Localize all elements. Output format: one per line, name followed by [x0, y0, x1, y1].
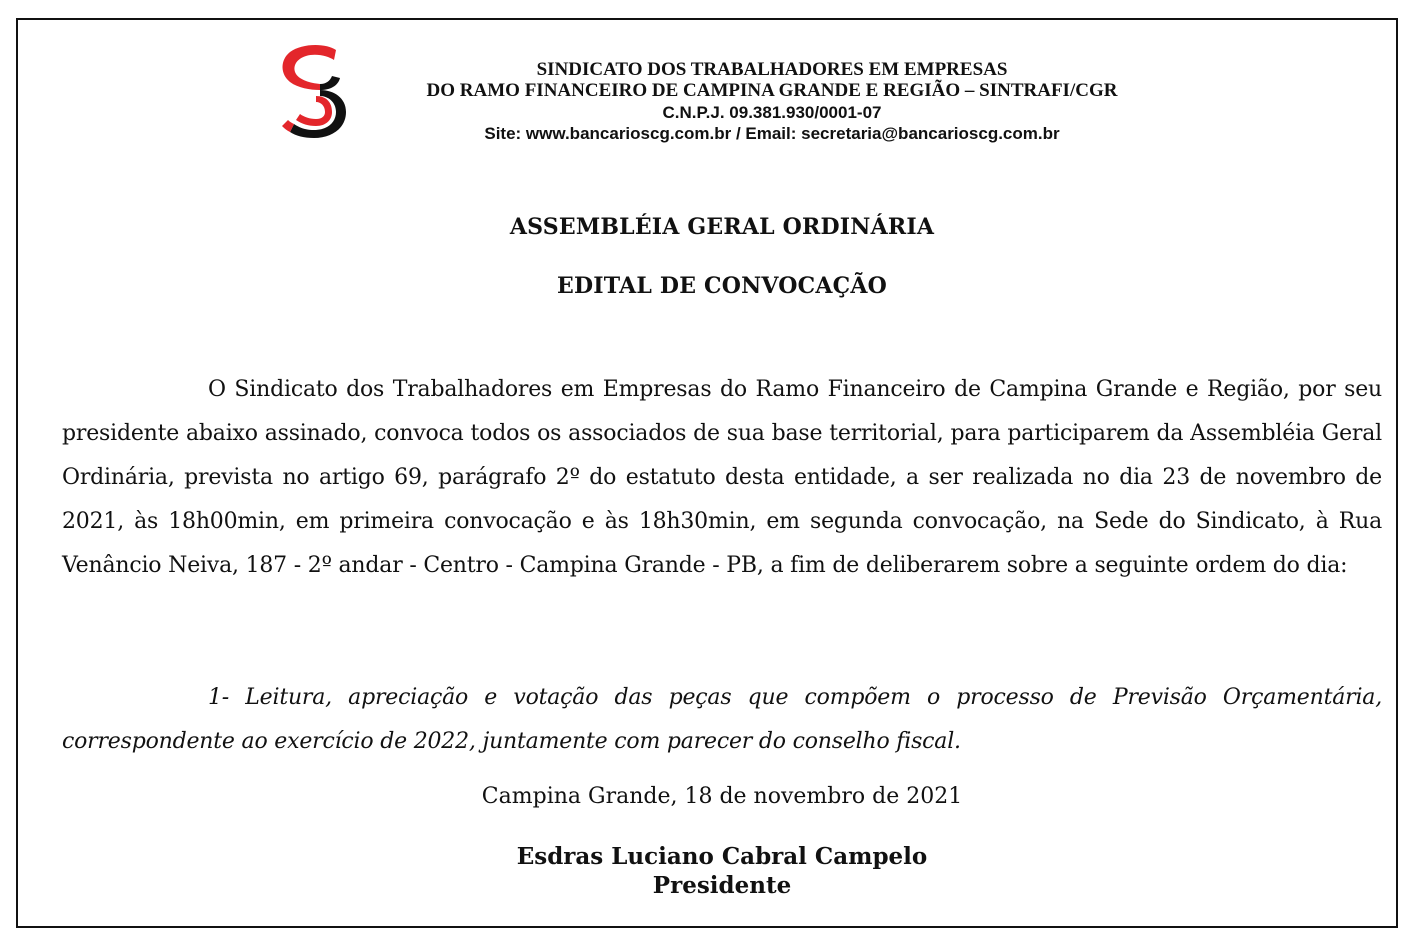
signatory-name: Esdras Luciano Cabral Campelo [516, 843, 928, 870]
convocation-paragraph: O Sindicato dos Trabalhadores em Empresas do Ramo Financeiro de Campina Grande e Região, por seu presidente abaixo assinado, convoca todos os associados de sua base territorial, para participarem da Assembléia Geral Ordinária, prevista no artigo 69, parágrafo 2º do estatuto desta entidade, a ser realizada no dia 23 de novembro de 2021, às 18h00min, em primeira convocação e às 18h30min, em segunda convocação, na Sede do Sindicato, à Rua Venâncio Neiva, 187 - 2º andar - Centro - Campina Grande - PB, a fim de deliberarem sobre a seguinte ordem do dia: [62, 377, 1382, 578]
org-name-line-2: DO RAMO FINANCEIRO DE CAMPINA GRANDE E REGIÃO – SINTRAFI/CGR [426, 80, 1118, 101]
agenda-item: 1- Leitura, apreciação e votação das peças que compõem o processo de Previsão Orçamentária, correspondente ao exercício de 2022, juntamente com parecer do conselho fiscal. [62, 685, 1382, 754]
org-name-line-1: SINDICATO DOS TRABALHADORES EM EMPRESAS [536, 59, 1008, 80]
org-contact: Site: www.bancarioscg.com.br / Email: secretaria@bancarioscg.com.br [484, 124, 1060, 143]
signatory-title: Presidente [652, 872, 792, 899]
document-title: ASSEMBLÉIA GERAL ORDINÁRIA [509, 214, 935, 240]
place-date: Campina Grande, 18 de novembro de 2021 [481, 784, 963, 809]
document-subtitle: EDITAL DE CONVOCAÇÃO [557, 273, 887, 299]
org-cnpj: C.N.P.J. 09.381.930/0001-07 [662, 103, 882, 122]
